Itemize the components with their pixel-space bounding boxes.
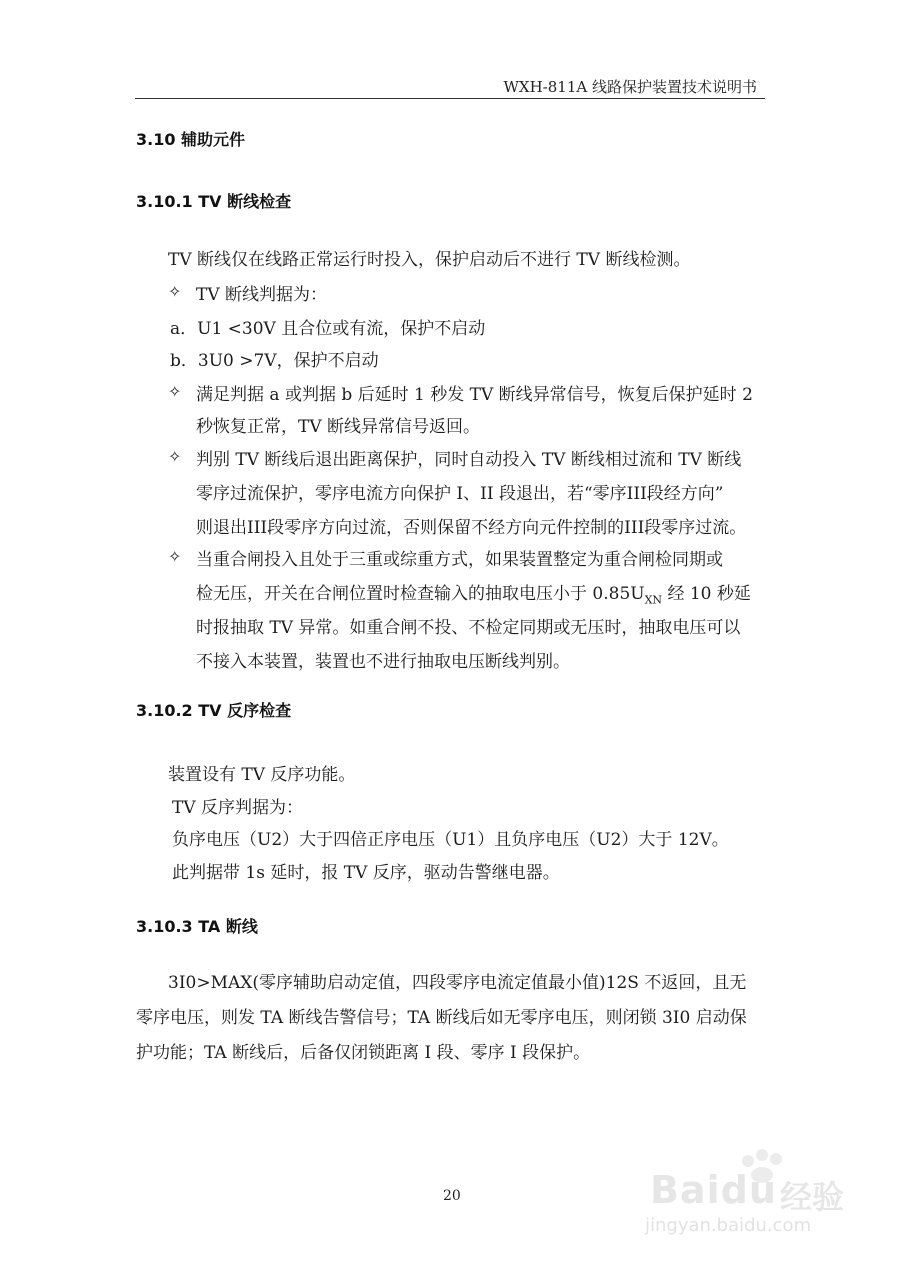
subsection-heading-ta-break: 3.10.3 TA 断线 [136, 917, 258, 936]
paragraph-line: 负序电压（U2）大于四倍正序电压（U1）且负序电压（U2）大于 12V。 [172, 830, 729, 850]
paragraph-line: 判别 TV 断线后退出距离保护，同时自动投入 TV 断线相过流和 TV 断线 [196, 450, 742, 470]
watermark-url: jingyan.baidu.com [645, 1215, 812, 1236]
subsection-heading-tv-break: 3.10.1 TV 断线检查 [136, 192, 292, 211]
page-header [135, 74, 765, 99]
header-title: WXH-811A 线路保护装置技术说明书 [503, 78, 757, 96]
paragraph-line: 当重合闸投入且处于三重或综重方式，如果装置整定为重合闸检同期或 [196, 550, 723, 570]
tv-break-criteria-title: TV 断线判据为： [196, 285, 328, 305]
subsection-heading-tv-reverse: 3.10.2 TV 反序检查 [136, 701, 292, 720]
criterion-a: a．U1 <30V 且合位或有流，保护不启动 [170, 319, 486, 339]
paragraph-line: 不接入本装置，装置也不进行抽取电压断线判别。 [196, 652, 570, 672]
paragraph-line: 检无压，开关在合闸位置时检查输入的抽取电压小于 $0.85U_{XN}$ 经 10 秒延 [196, 584, 751, 607]
bullet-icon: ✧ [168, 382, 182, 401]
paragraph-line: 此判据带 1s 延时，报 TV 反序，驱动告警继电器。 [172, 863, 560, 883]
section-heading: 3.10 辅助元件 [136, 130, 246, 149]
paragraph-line: 零序电压，则发 TA 断线告警信号；TA 断线后如无零序电压，则闭锁 3I0 启动保 [136, 1008, 747, 1028]
watermark-brand: Baidu [650, 1168, 777, 1212]
paragraph-line: 满足判据 a 或判据 b 后延时 1 秒发 TV 断线异常信号，恢复后保护延时 2 [196, 385, 753, 405]
bullet-icon: ✧ [168, 447, 182, 466]
watermark-cn: 经验 [780, 1178, 845, 1216]
page-number: 20 [443, 1188, 461, 1204]
criterion-b: b．3U0 >7V，保护不启动 [170, 351, 379, 371]
paragraph-line: 3I0>MAX(零序辅助启动定值，四段零序电流定值最小值)12S 不返回，且无 [168, 973, 747, 993]
paragraph-line: 秒恢复正常，TV 断线异常信号返回。 [196, 417, 481, 437]
paragraph-line: 护功能；TA 断线后，后备仅闭锁距离 I 段、零序 I 段保护。 [136, 1043, 591, 1063]
tv-break-intro: TV 断线仅在线路正常运行时投入，保护启动后不进行 TV 断线检测。 [168, 250, 691, 270]
paragraph-line: TV 反序判据为： [172, 798, 304, 818]
bullet-icon: ✧ [168, 547, 182, 566]
paragraph-line: 零序过流保护，零序电流方向保护 I、II 段退出，若“零序III段经方向” [196, 484, 724, 504]
paragraph-line: 装置设有 TV 反序功能。 [168, 765, 356, 785]
paragraph-line: 时报抽取 TV 异常。如重合闸不投、不检定同期或无压时，抽取电压可以 [196, 618, 741, 638]
paragraph-line: 则退出III段零序方向过流，否则保留不经方向元件控制的III段零序过流。 [196, 518, 747, 538]
bullet-icon: ✧ [168, 282, 182, 301]
